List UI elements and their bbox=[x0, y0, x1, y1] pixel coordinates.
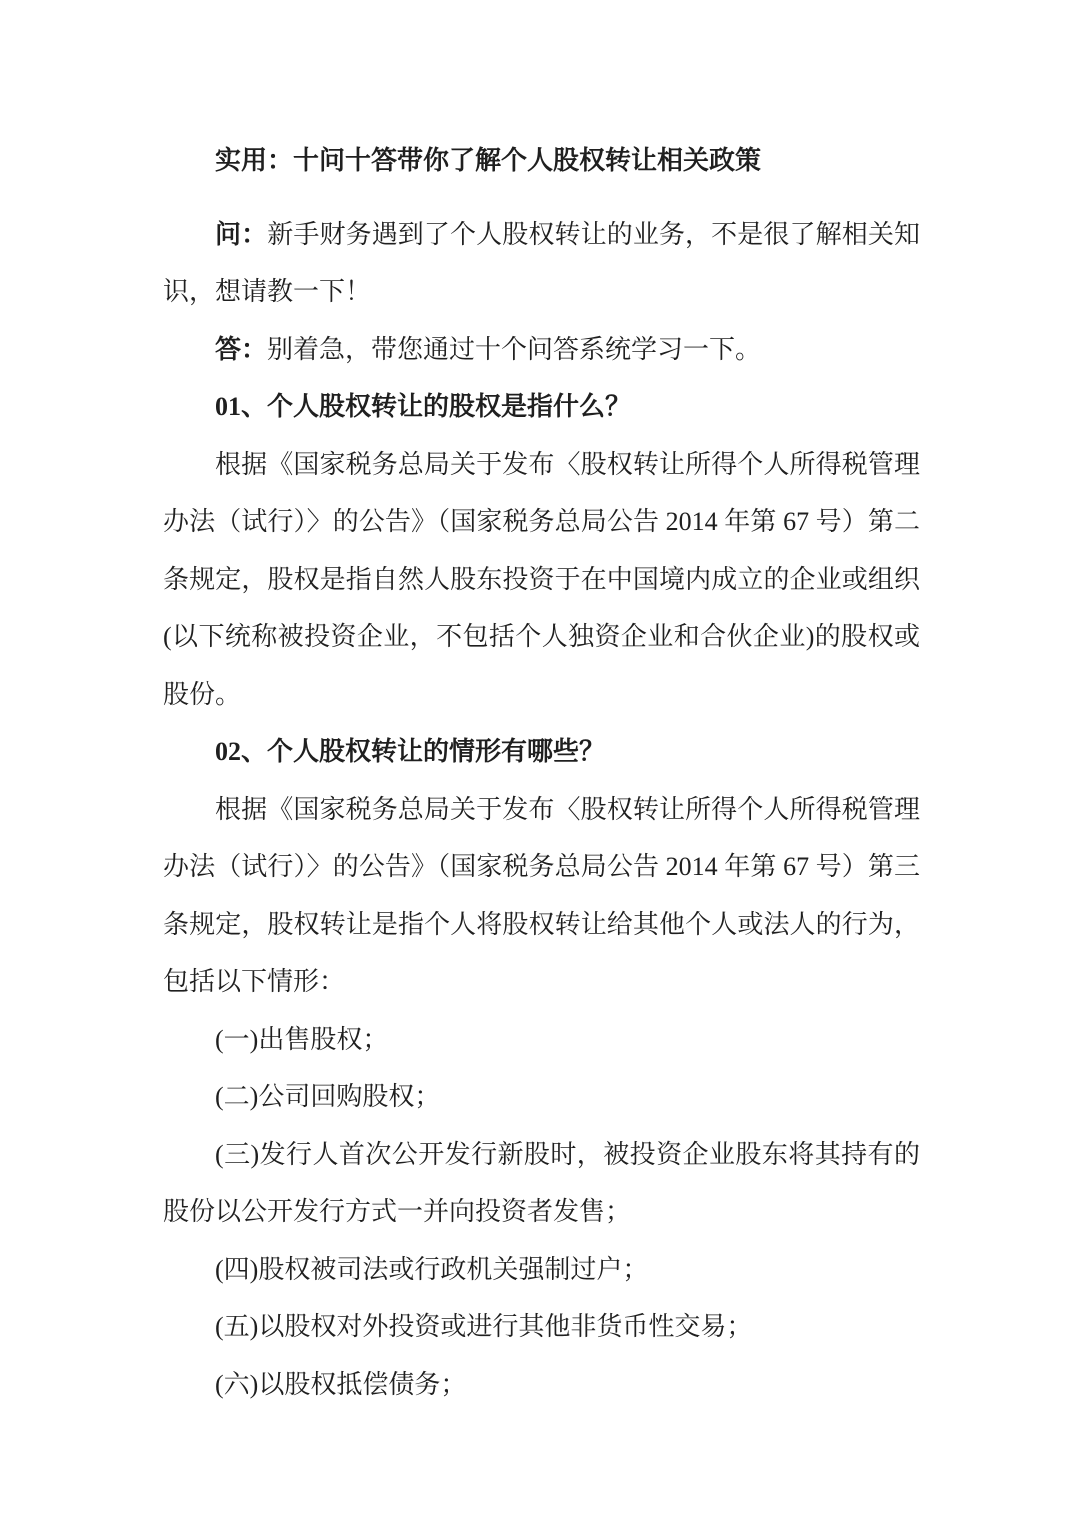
paragraph-container bbox=[163, 206, 920, 1414]
qa-prefix: 答： bbox=[215, 334, 268, 364]
paragraph: 根据《国家税务总局关于发布〈股权转让所得个人所得税管理办法（试行）〉的公告》（国家税务总局公告 2014 年第 67 号）第三条规定，股权转让是指个人将股权转让给其他个人或法人的行为，包括以下情形： bbox=[163, 794, 920, 996]
paragraph: 答：别着急，带您通过十个问答系统学习一下。 bbox=[215, 334, 762, 364]
paragraph: 问：新手财务遇到了个人股权转让的业务，不是很了解相关知识，想请教一下！ bbox=[163, 219, 920, 306]
paragraph: (二)公司回购股权； bbox=[215, 1082, 441, 1111]
paragraph: (四)股权被司法或行政机关强制过户； bbox=[215, 1254, 649, 1284]
paragraph: (一)出售股权； bbox=[215, 1024, 389, 1054]
paragraph: (三)发行人首次公开发行新股时，被投资企业股东将其持有的股份以公开发行方式一并向投资者发售； bbox=[163, 1139, 920, 1226]
paragraph: (六)以股权抵偿债务； bbox=[215, 1369, 467, 1399]
document-title: 实用：十问十答带你了解个人股权转让相关政策 bbox=[215, 146, 762, 175]
paragraph: (五)以股权对外投资或进行其他非货币性交易； bbox=[215, 1312, 753, 1341]
section-heading: 01、个人股权转让的股权是指什么？ bbox=[215, 392, 632, 421]
section-heading: 02、个人股权转让的情形有哪些？ bbox=[215, 737, 606, 766]
qa-prefix: 问： bbox=[215, 219, 268, 249]
document-body bbox=[163, 132, 920, 1413]
paragraph: 根据《国家税务总局关于发布〈股权转让所得个人所得税管理办法（试行）〉的公告》（国家税务总局公告 2014 年第 67 号）第二条规定，股权是指自然人股东投资于在中国境内成立的企业或组织(以下统称被投资企业，不包括个人独资企业和合伙企业)的股权或股份。 bbox=[163, 449, 920, 709]
